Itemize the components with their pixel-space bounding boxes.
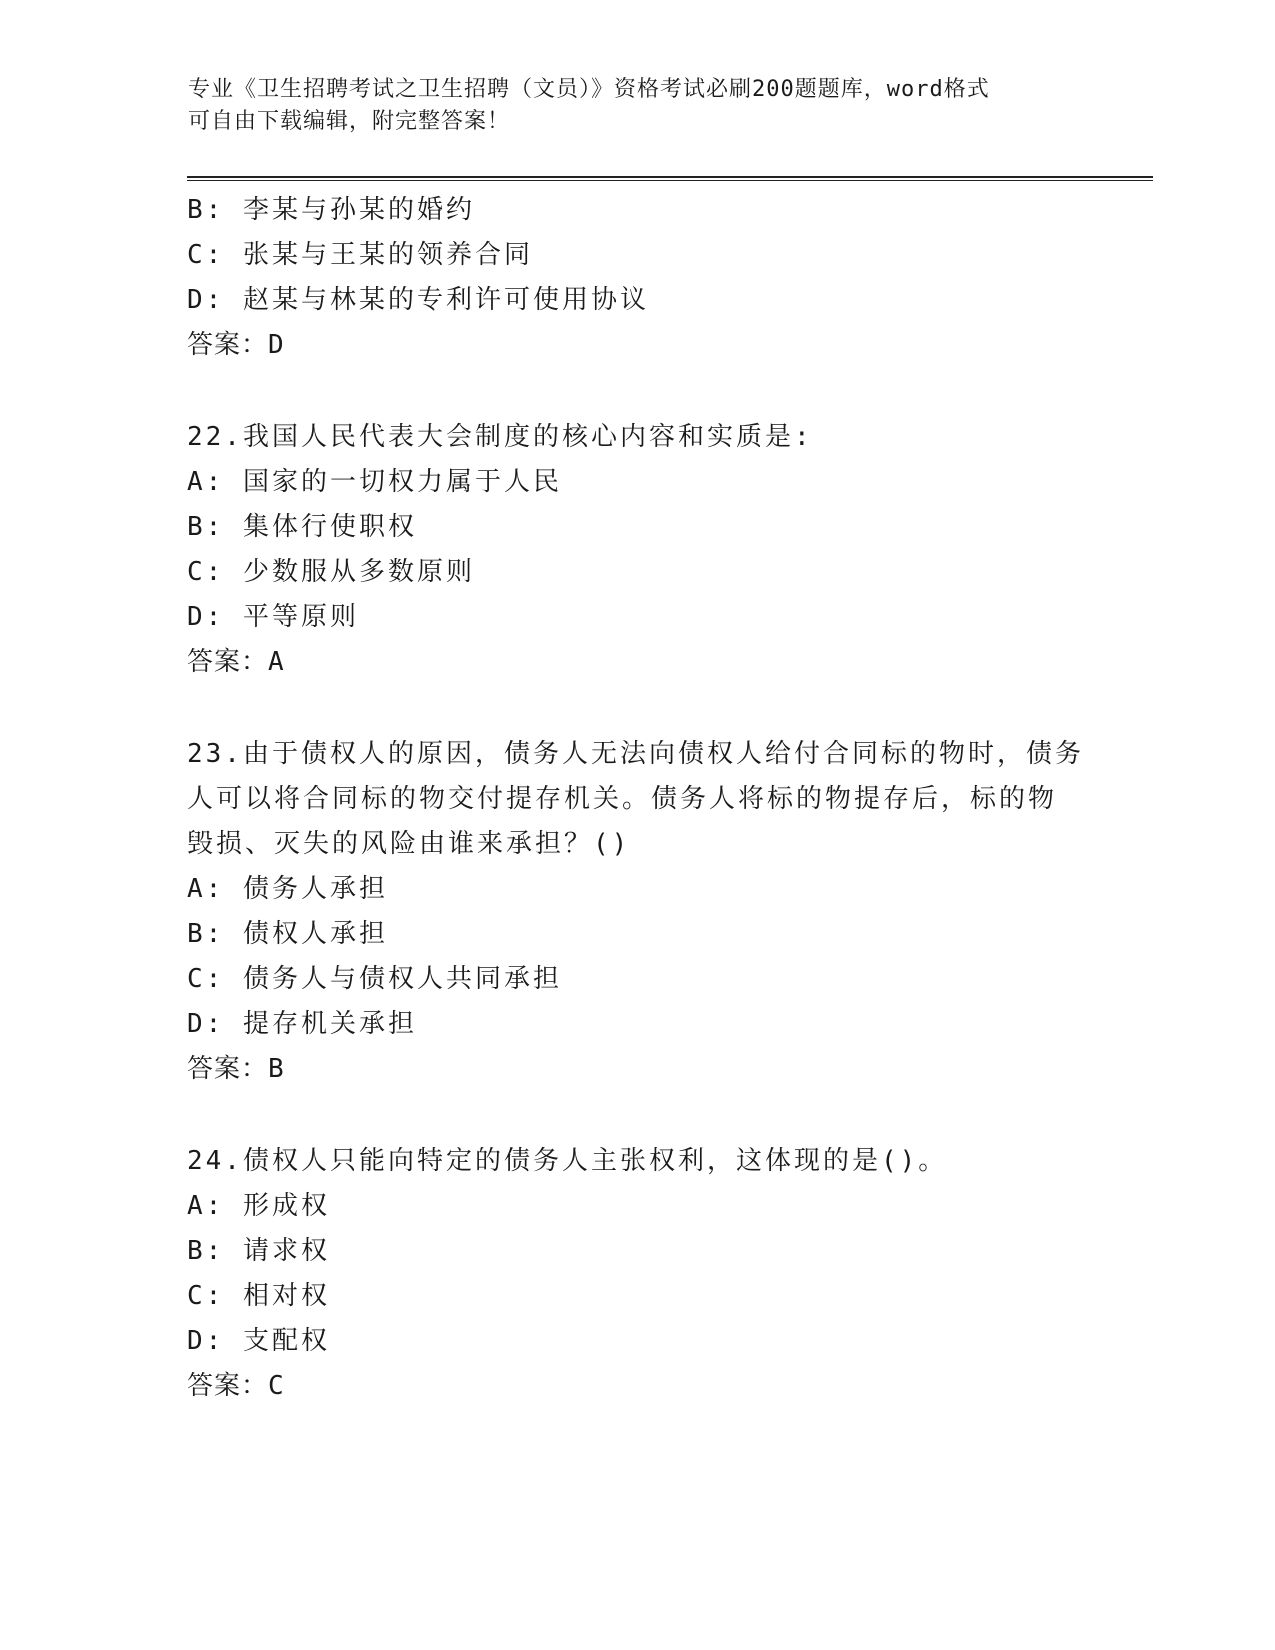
option-d: D: 平等原则 [187, 602, 359, 632]
answer-value: C [268, 1371, 285, 1401]
answer-line [187, 1047, 1087, 1092]
header-title-line-1: 专业《卫生招聘考试之卫生招聘（文员）》资格考试必刷200题题库，word格式 [188, 77, 990, 102]
option-c: C: 少数服从多数原则 [187, 557, 475, 587]
answer-label: 答案： [187, 1054, 269, 1084]
answer-label: 答案： [187, 1371, 269, 1401]
question-text: 22.我国人民代表大会制度的核心内容和实质是: [187, 422, 813, 452]
option-c: C: 债务人与债权人共同承担 [187, 964, 562, 994]
answer-line [187, 323, 1087, 368]
question-21-block [187, 188, 1087, 368]
document-header [188, 74, 1088, 138]
answer-value: A [268, 647, 285, 677]
option-d: D: 支配权 [187, 1326, 330, 1356]
header-divider [187, 176, 1153, 181]
option-d: D: 赵某与林某的专利许可使用协议 [187, 285, 649, 315]
question-list [187, 188, 1087, 1409]
answer-value: B [268, 1054, 285, 1084]
question-text-line-1: 23.由于债权人的原因，债务人无法向债权人给付合同标的物时，债务 [187, 739, 1084, 769]
option-a: A: 债务人承担 [187, 874, 388, 904]
answer-value: D [268, 330, 285, 360]
option-c: C: 张某与王某的领养合同 [187, 240, 533, 270]
question-23-block [187, 732, 1087, 1092]
question-22-block [187, 415, 1087, 685]
option-b: B: 集体行使职权 [187, 512, 417, 542]
question-text: 24.债权人只能向特定的债务人主张权利，这体现的是()。 [187, 1146, 948, 1176]
answer-label: 答案： [187, 647, 269, 677]
option-c: C: 相对权 [187, 1281, 330, 1311]
option-b: B: 债权人承担 [187, 919, 388, 949]
option-a: A: 形成权 [187, 1191, 330, 1221]
answer-line [187, 1364, 1087, 1409]
header-title-line-2: 可自由下载编辑，附完整答案！ [188, 109, 511, 134]
question-24-block [187, 1139, 1087, 1409]
option-a: A: 国家的一切权力属于人民 [187, 467, 562, 497]
answer-label: 答案： [187, 330, 269, 360]
option-b: B: 请求权 [187, 1236, 330, 1266]
question-text-line-2: 人可以将合同标的物交付提存机关。债务人将标的物提存后，标的物 [187, 784, 1058, 814]
answer-line [187, 640, 1087, 685]
option-b: B: 李某与孙某的婚约 [187, 195, 475, 225]
option-d: D: 提存机关承担 [187, 1009, 417, 1039]
question-text-line-3: 毁损、灭失的风险由谁来承担？() [187, 829, 631, 859]
